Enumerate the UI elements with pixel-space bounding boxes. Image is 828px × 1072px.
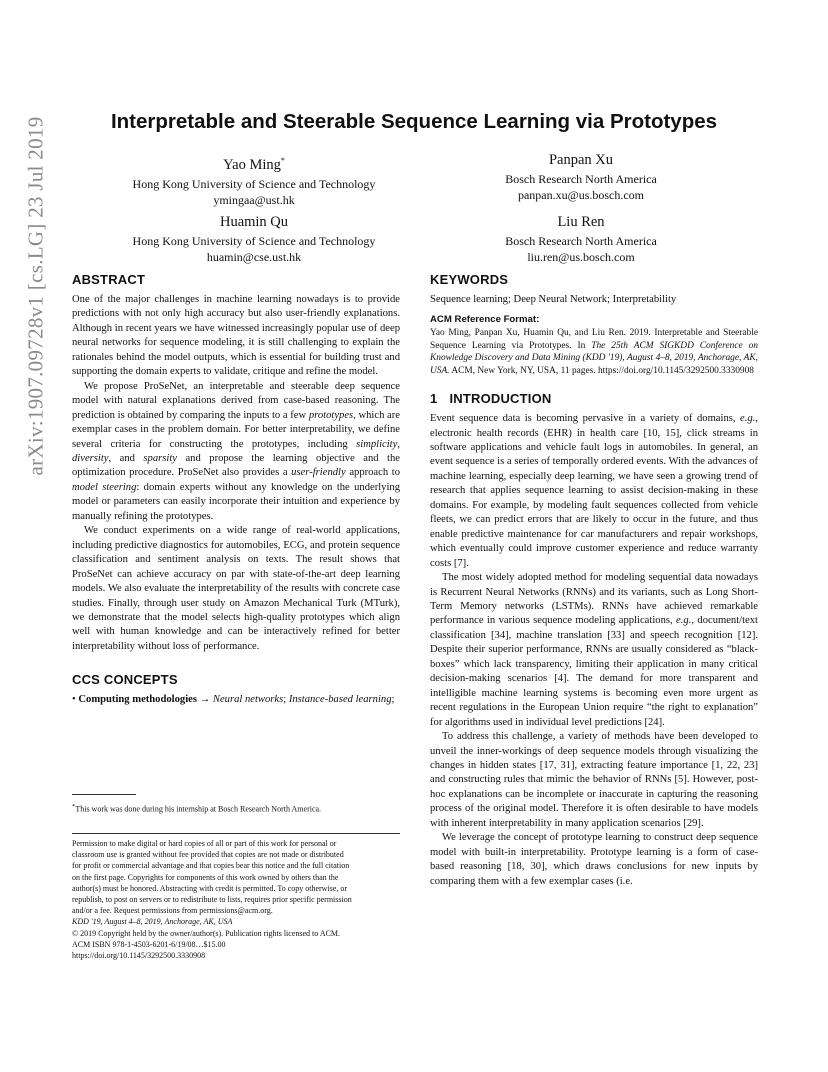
author-affiliation: Hong Kong University of Science and Technology <box>132 234 376 248</box>
abstract-heading: ABSTRACT <box>72 272 146 287</box>
footnote-rule <box>72 794 136 795</box>
author-name: Liu Ren <box>557 214 605 230</box>
author-name: Panpan Xu <box>548 152 614 168</box>
conference-line: KDD '19, August 4–8, 2019, Anchorage, AK, USA <box>72 917 233 927</box>
author-affiliation: Bosch Research North America <box>505 234 657 248</box>
isbn-line: ACM ISBN 978-1-4503-6201-6/19/08…$15.00 <box>72 939 226 949</box>
abstract-paragraph-1: One of the major challenges in machine learning nowadays is to provide predictions with not only high accuracy but also user-friendly explanations. Although in recent years we have witnessed increasingly popular use of deep neural networks for sequence modeling, it is still challenging to explain the rationales behind the model outputs, which is essential for building trust and supporting the domain experts to validate, critique and refine the model. <box>72 294 400 378</box>
acm-reference-heading: ACM Reference Format: <box>430 314 540 326</box>
keywords-text: Sequence learning; Deep Neural Network; Interpretability <box>430 294 677 305</box>
arxiv-identifier: arXiv:1907.09728v1 [cs.LG] 23 Jul 2019 <box>23 116 48 476</box>
author-email: liu.ren@us.bosch.com <box>527 250 635 264</box>
abstract-paragraph-3: We conduct experiments on a wide range of real-world applications, including predictive diagnostics for automobiles, ECG, and protein sequence classification and sentiment analysis on texts. The result shows that ProSeNet can achieve accuracy on par with state-of-the-art deep learning models. We also evaluate the interpretability of the results with concrete case studies. Finally, through user study on Amazon Mechanical Turk (MTurk), we demonstrate that the model selects high-quality prototypes which align well with human knowledge and can be interactively refined for better interpretability without loss of performance. <box>72 525 400 652</box>
right-column <box>430 272 758 889</box>
acm-reference-text: Yao Ming, Panpan Xu, Huamin Qu, and Liu Ren. 2019. Interpretable and Steerable Sequence Learning via Prototypes. In The 25th ACM SIGKDD Conference on Knowledge Discovery and Data Mining (KDD '19), August 4–8, 2019, Anchorage, AK, USA. ACM, New York, NY, USA, 11 pages. https://doi.org/10.1145/3292500.3330908 <box>430 328 758 376</box>
abstract-paragraph-2: We propose ProSeNet, an interpretable and steerable deep sequence model with natural explanations derived from case-based reasoning. The prediction is obtained by comparing the inputs to a few prototypes, which are exemplar cases in the problem domain. For better interpretability, we define several criteria for constructing the prototypes, including simplicity, diversity, and sparsity and propose the learning objective and the optimization procedure. ProSeNet also provides a user-friendly approach to model steering: domain experts without any knowledge on the underlying model or parameters can easily incorporate their intuition and experience by manually refining the prototypes. <box>72 380 401 522</box>
author-email: huamin@cse.ust.hk <box>206 250 302 264</box>
author-block-4 <box>421 213 741 265</box>
permission-block <box>72 833 400 961</box>
author-footnote: *This work was done during his internship at Bosch Research North America. <box>72 803 322 814</box>
introduction-paragraph-3: To address this challenge, a variety of methods have been developed to unveil the inner-workings of deep sequence models through visualizing the changes in hidden states [17, 31], extracting feature importance [1, 22, 23] and constructing rules that mimic the behavior of RNNs [5]. However, post-hoc explanations can be incomplete or inaccurate in capturing the reasoning process of the original model. Therefore it is often desirable to have models with inherent interpretability in many application scenarios [29]. <box>430 731 758 829</box>
permission-text: Permission to make digital or hard copies of all or part of this work for personal or classroom use is granted without fee provided that copies are not made or distributed for profit or commercial advantage and that copies bear this notice and the full citation on the first page. Copyrights for components of this work owned by others than the author(s) must be honored. Abstracting with credit is permitted. To copy otherwise, or republish, to post on servers or to redistribute to lists, requires prior specific permission and/or a fee. Request permissions from permissions@acm.org. KDD '19, August 4–8, 2019, Anchorage, AK, USA © 2019 Copyright held by the owner/author(s). Publication rights licensed to ACM. ACM ISBN 978-1-4503-6201-6/19/08…$15.00 https://doi.org/10.1145/3292500.3330908 <box>72 838 400 961</box>
paper-title: Interpretable and Steerable Sequence Learning via Prototypes <box>110 110 718 133</box>
author-email: ymingaa@ust.hk <box>213 192 295 207</box>
author-block-2 <box>421 151 741 203</box>
keywords-heading: KEYWORDS <box>430 272 509 287</box>
author-email: panpan.xu@us.bosch.com <box>517 188 645 202</box>
introduction-paragraph-4: We leverage the concept of prototype learning to construct deep sequence model with built-in interpretability. Prototype learning is a form of case-based reasoning [18, 30], which draws conclusions for new inputs by comparing them with a few exemplar cases (i.e. <box>430 832 758 887</box>
doi-line: https://doi.org/10.1145/3292500.3330908 <box>72 951 206 961</box>
ccs-heading: CCS CONCEPTS <box>72 672 178 688</box>
author-footnote-mark: * <box>280 156 285 165</box>
copyright-line: © 2019 Copyright held by the owner/author(s). Publication rights licensed to ACM. <box>72 928 341 938</box>
left-column <box>72 272 400 708</box>
author-affiliation: Bosch Research North America <box>505 172 657 186</box>
footnote-block <box>72 794 400 815</box>
author-affiliation: Hong Kong University of Science and Technology <box>132 176 376 191</box>
ccs-concepts-text: • Computing methodologies → Neural networks; Instance-based learning; <box>72 694 395 706</box>
introduction-heading: 1 INTRODUCTION <box>430 391 552 407</box>
author-block-1 <box>94 151 414 208</box>
author-name: Huamin Qu <box>219 214 289 230</box>
author-name: Yao Ming* <box>223 156 285 173</box>
permission-rule <box>72 833 400 834</box>
introduction-paragraph-1: Event sequence data is becoming pervasive in a variety of domains, e.g., electronic health records (EHR) in health care [10, 15], click streams in software applications and vehicle fault logs in automobiles. In general, an event sequence is a series of temporally ordered events. With the advances of machine learning, especially deep learning, we have seen a growing trend of research that applies sequence learning to assist decision-making in these domains. For example, by modeling fault sequences collected from vehicle fleets, we can predict errors that are likely to occur in the future, and thus enable predictive maintenance for car manufacturers and repair workshops, which eventually could improve customer experience and reduce warranty costs [7]. <box>430 413 758 569</box>
introduction-paragraph-2: The most widely adopted method for modeling sequential data nowadays is Recurrent Neural Networks (RNNs) and its variants, such as Long Short-Term Memory networks (LSTMs). RNNs have achieved remarkable performance in various sequence modeling applications, e.g., document/text classification [34], machine translation [33] and speech recognition [12]. Despite their superior performance, RNNs are usually considered as “black-boxes” which lack transparency, limiting their application in many critical decision-making scenarios [4]. The demand for more transparent and intelligible machine learning systems is becoming even more urgent as recent regulations in the European Union require “the right to explanation” for algorithms used in individual level predictions [24]. <box>430 572 758 728</box>
author-block-3 <box>94 213 414 265</box>
